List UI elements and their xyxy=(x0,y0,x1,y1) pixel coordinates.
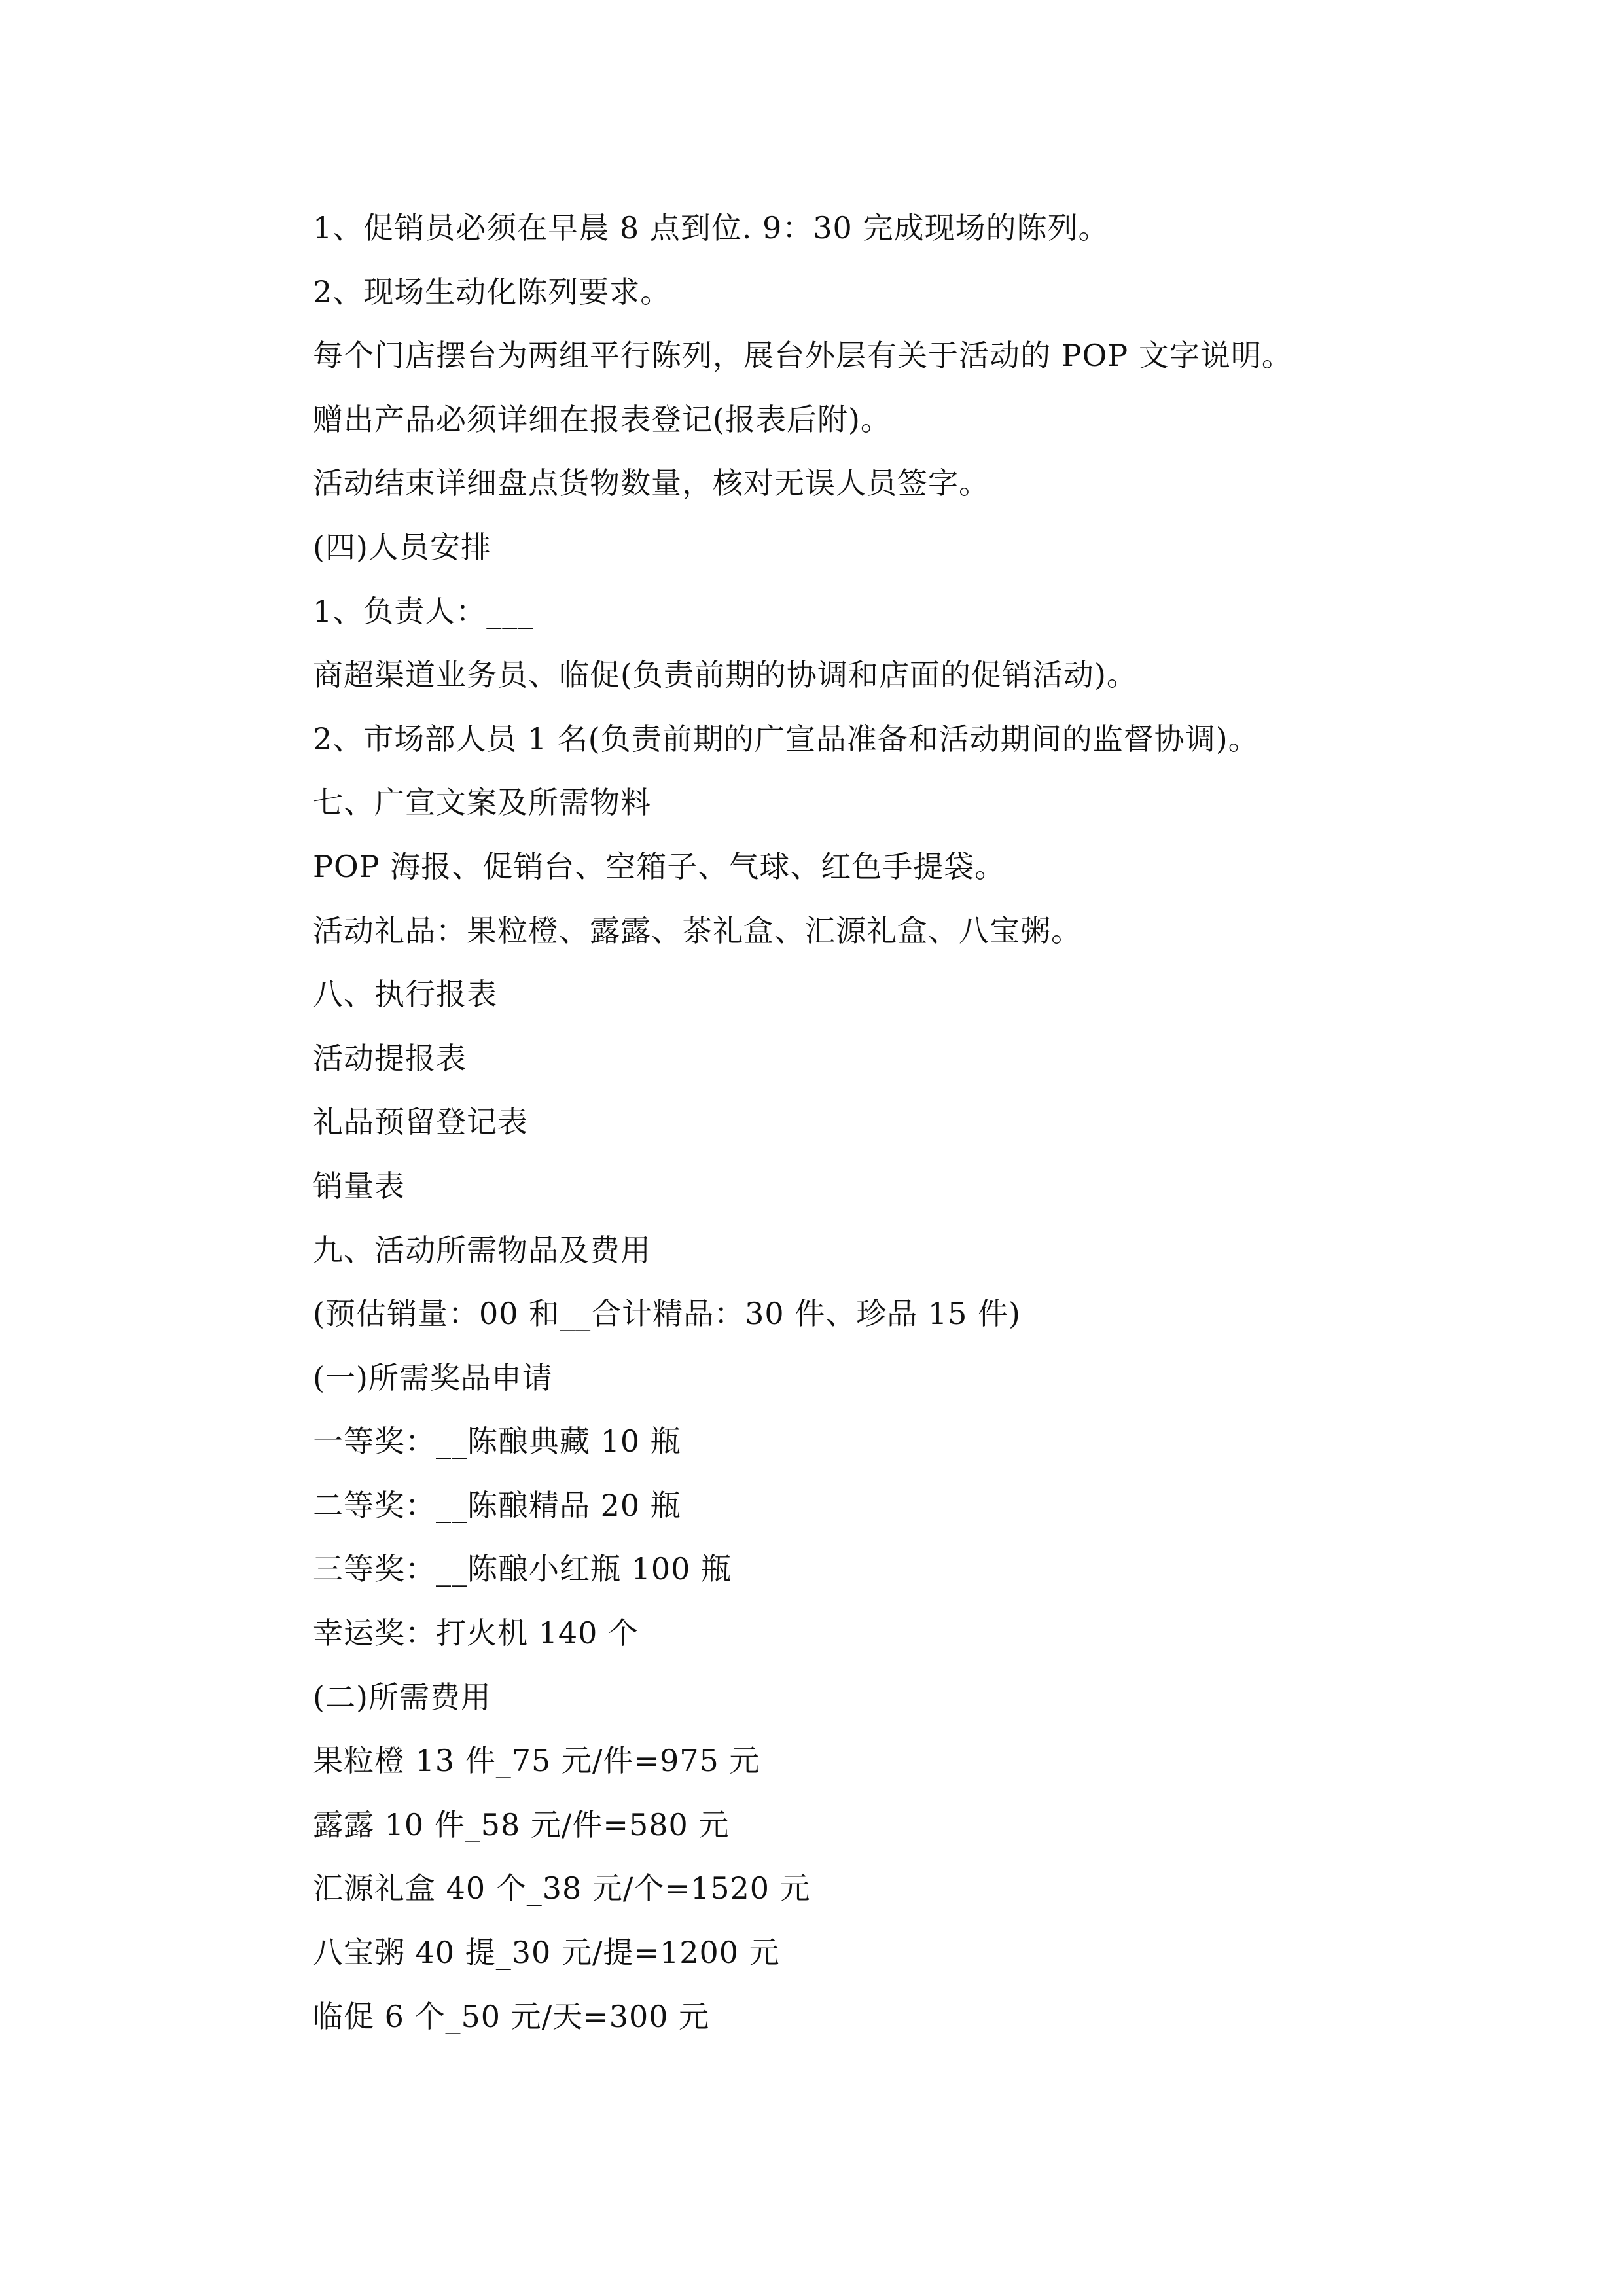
text-line: 汇源礼盒 40 个_38 元/个=1520 元 xyxy=(313,1871,811,1907)
section-heading: 八、执行报表 xyxy=(313,977,497,1013)
text-line: 一等奖：__陈酿典藏 10 瓶 xyxy=(313,1424,681,1460)
text-line: 八宝粥 40 提_30 元/提=1200 元 xyxy=(313,1935,780,1971)
section-heading: (一)所需奖品申请 xyxy=(313,1359,553,1395)
text-line: 幸运奖：打火机 140 个 xyxy=(313,1615,639,1651)
text-line: 活动礼品：果粒橙、露露、茶礼盒、汇源礼盒、八宝粥。 xyxy=(313,912,1082,948)
text-line: 临促 6 个_50 元/天=300 元 xyxy=(313,1998,710,2034)
text-line: 销量表 xyxy=(313,1168,405,1204)
text-line: POP 海报、促销台、空箱子、气球、红色手提袋。 xyxy=(313,848,1006,884)
text-line: 1、促销员必须在早晨 8 点到位. 9：30 完成现场的陈列。 xyxy=(313,210,1109,245)
section-heading: 九、活动所需物品及费用 xyxy=(313,1232,651,1268)
text-line: 2、市场部人员 1 名(负责前期的广宣品准备和活动期间的监督协调)。 xyxy=(313,721,1259,757)
text-line: 礼品预留登记表 xyxy=(313,1104,528,1140)
text-line: 果粒橙 13 件_75 元/件=975 元 xyxy=(313,1743,760,1779)
text-line: 1、负责人：___ xyxy=(313,593,534,629)
text-line: 商超渠道业务员、临促(负责前期的协调和店面的促销活动)。 xyxy=(313,657,1137,693)
section-heading: 七、广宣文案及所需物料 xyxy=(313,785,651,821)
text-line: 露露 10 件_58 元/件=580 元 xyxy=(313,1806,730,1842)
section-heading: (二)所需费用 xyxy=(313,1679,491,1715)
text-line: (预估销量：00 和__合计精品：30 件、珍品 15 件) xyxy=(313,1296,1021,1332)
text-line: 活动提报表 xyxy=(313,1040,467,1076)
text-line: 每个门店摆台为两组平行陈列，展台外层有关于活动的 POP 文字说明。 xyxy=(313,338,1293,374)
text-line: 2、现场生动化陈列要求。 xyxy=(313,274,671,310)
document-body xyxy=(313,196,1360,2049)
text-line: 二等奖：__陈酿精品 20 瓶 xyxy=(313,1487,681,1523)
text-line: 活动结束详细盘点货物数量，核对无误人员签字。 xyxy=(313,465,990,501)
text-line: 赠出产品必须详细在报表登记(报表后附)。 xyxy=(313,401,891,437)
section-heading: (四)人员安排 xyxy=(313,529,491,565)
text-line: 三等奖：__陈酿小红瓶 100 瓶 xyxy=(313,1551,732,1587)
